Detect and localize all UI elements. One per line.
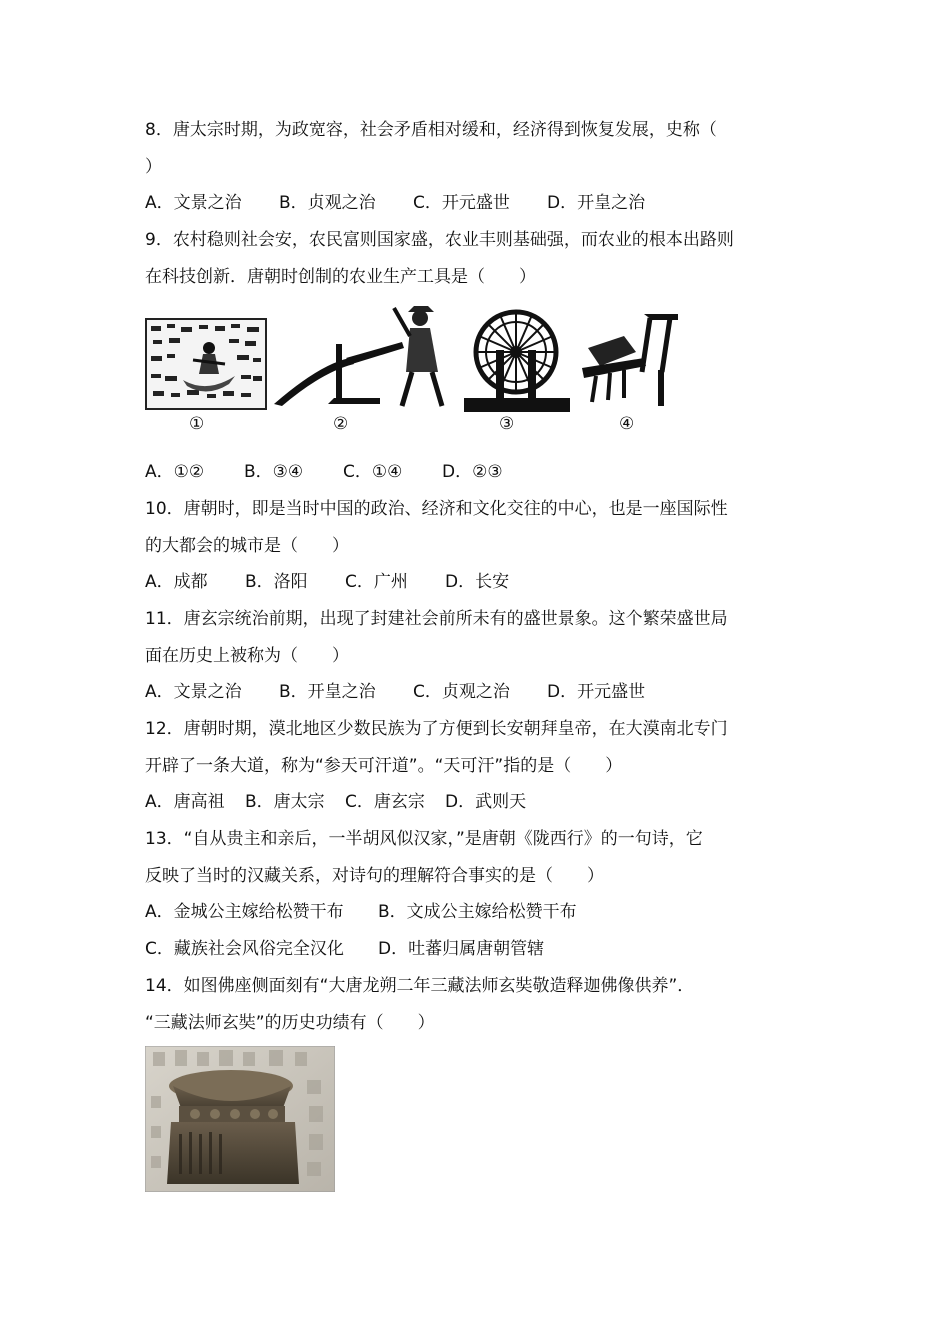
q9-option-b[interactable]: B．③④ [244,462,304,482]
figure-1-label: ① [189,414,205,434]
q14-stem-line-1: 14．如图佛座侧面刻有“大唐龙朔二年三藏法师玄奘敬造释迦佛像供养”． [145,976,695,996]
q8-stem-line-1: 8．唐太宗时期，为政宽容，社会矛盾相对缓和，经济得到恢复发展，史称（ [145,120,717,140]
q14-stem-line-2: “三藏法师玄奘”的历史功绩有（ ） [145,1013,435,1033]
q10-options [145,571,509,593]
q11-stem-line-1: 11．唐玄宗统治前期，出现了封建社会前所未有的盛世景象。这个繁荣盛世局 [145,609,728,629]
q9-option-d[interactable]: D．②③ [442,462,503,482]
figure-2-label: ② [333,414,349,434]
q13-stem-line-2: 反映了当时的汉藏关系，对诗句的理解符合事实的是（ ） [145,866,604,886]
q9-stem-line-2: 在科技创新．唐朝时创制的农业生产工具是（ ） [145,267,536,287]
q9-option-c[interactable]: C．①④ [343,462,403,482]
q8-stem-line-2: ） [145,157,162,177]
buddha-pedestal-photo [145,1046,335,1192]
q10-option-b[interactable]: B．洛阳 [245,572,308,592]
q10-option-d[interactable]: D．长安 [445,572,510,592]
q10-stem-line-2: 的大都会的城市是（ ） [145,536,349,556]
q12-option-a[interactable]: A．唐高祖 [145,792,225,812]
q10-option-a[interactable]: A．成都 [145,572,208,592]
q9-options [145,461,503,483]
q12-options [145,791,526,813]
q11-options [145,681,645,703]
q11-option-c[interactable]: C．贞观之治 [413,682,510,702]
q12-option-c[interactable]: C．唐玄宗 [345,792,425,812]
q8-option-b[interactable]: B．贞观之治 [279,193,376,213]
q13-option-c[interactable]: C．藏族社会风俗完全汉化 [145,939,344,959]
q13-option-a[interactable]: A．金城公主嫁给松赞干布 [145,902,344,922]
q10-stem-line-1: 10．唐朝时，即是当时中国的政治、经济和文化交往的中心，也是一座国际性 [145,499,728,519]
q12-option-d[interactable]: D．武则天 [445,792,527,812]
figure-3-label: ③ [499,414,515,434]
figure-4-label: ④ [619,414,635,434]
q8-option-a[interactable]: A．文景之治 [145,193,242,213]
q9-stem-line-1: 9．农村稳则社会安，农民富则国家盛，农业丰则基础强，而农业的根本出路则 [145,230,734,250]
q12-stem-line-1: 12．唐朝时期，漠北地区少数民族为了方便到长安朝拜皇帝，在大漠南北专门 [145,719,728,739]
q11-option-d[interactable]: D．开元盛世 [547,682,646,702]
q13-options-row-2 [145,938,544,960]
q8-options [145,192,645,214]
figure-1-field-scene-image [145,318,267,410]
q13-option-b[interactable]: B．文成公主嫁给松赞干布 [378,902,577,922]
q13-options-row-1 [145,901,577,923]
q13-stem-line-1: 13．“自从贵主和亲后，一半胡风似汉家，”是唐朝《陇西行》的一句诗，它 [145,829,703,849]
q10-option-c[interactable]: C．广州 [345,572,408,592]
q11-stem-line-2: 面在历史上被称为（ ） [145,646,349,666]
q13-option-d[interactable]: D．吐蕃归属唐朝管辖 [378,939,545,959]
figure-2-curved-plow-image [270,306,448,410]
q8-option-d[interactable]: D．开皇之治 [547,193,646,213]
q12-option-b[interactable]: B．唐太宗 [245,792,325,812]
q8-option-c[interactable]: C．开元盛世 [413,193,510,213]
q11-option-a[interactable]: A．文景之治 [145,682,242,702]
q9-option-a[interactable]: A．①② [145,462,205,482]
figure-3-waterwheel-image [462,306,572,414]
figure-4-seed-drill-image [574,310,684,410]
q11-option-b[interactable]: B．开皇之治 [279,682,376,702]
q12-stem-line-2: 开辟了一条大道，称为“参天可汗道”。“天可汗”指的是（ ） [145,756,623,776]
